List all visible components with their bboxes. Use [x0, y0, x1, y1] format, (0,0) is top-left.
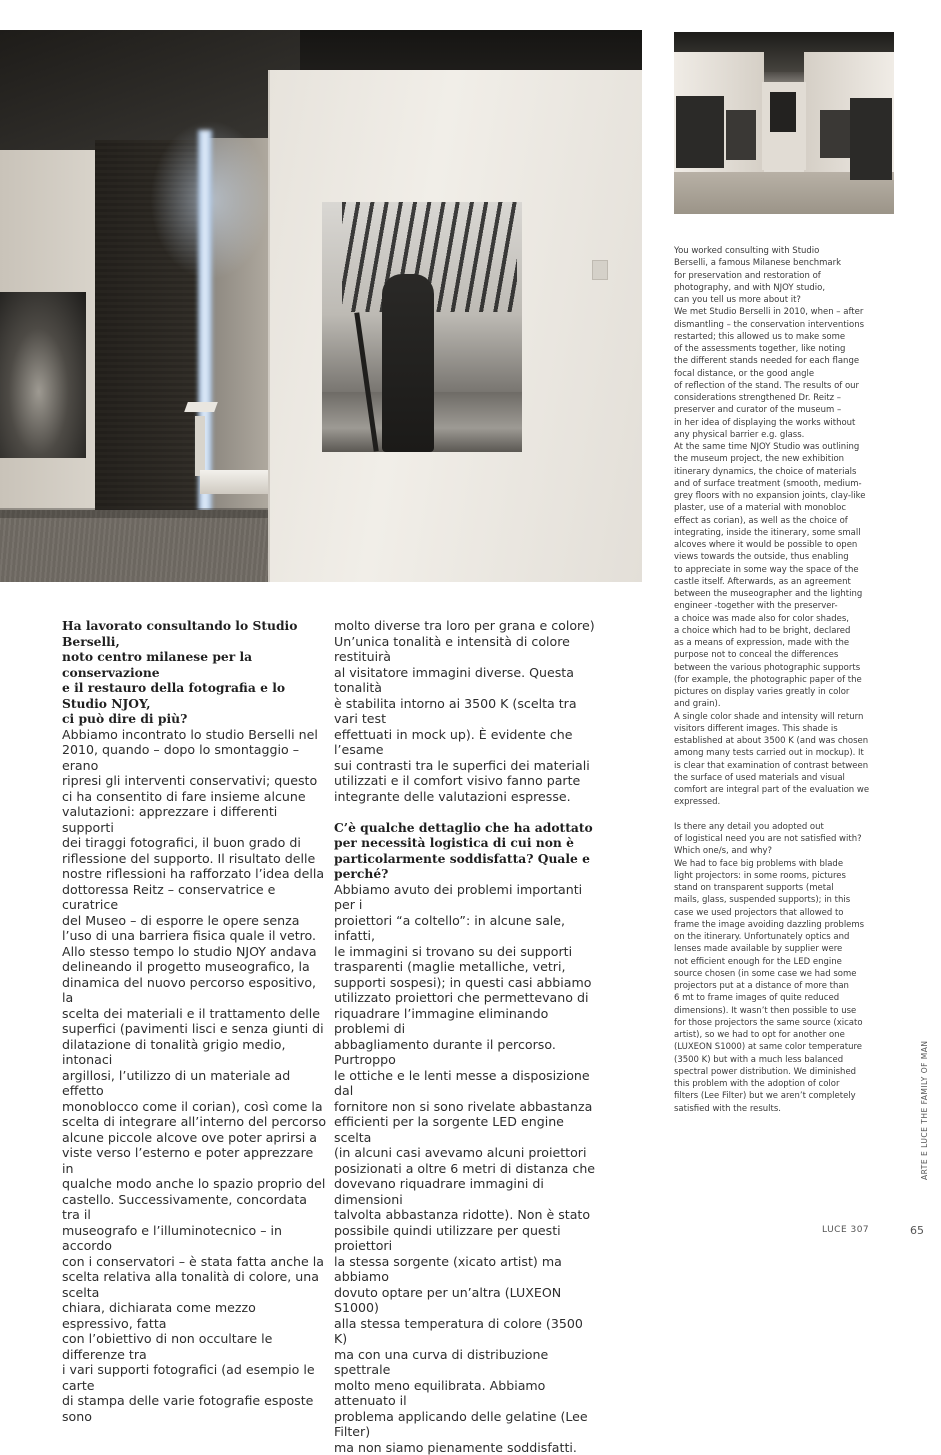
artwork-worker [382, 274, 434, 452]
text-line: among many tests carried out in mockup). It [674, 747, 876, 759]
text-line: possibile quindi utilizzare per questi proiettori [334, 1223, 596, 1254]
text-line: not efficient enough for the LED engine [674, 956, 876, 968]
text-line: Is there any detail you adopted out [674, 821, 876, 833]
text-line: castello. Successivamente, concordata tra il [62, 1192, 328, 1223]
text-line: We met Studio Berselli in 2010, when – after [674, 306, 876, 318]
text-line: del Museo – di esporre le opere senza [62, 913, 328, 929]
text-line: comfort are integral part of the evaluation we [674, 784, 876, 796]
text-line: l’uso di una barriera fisica quale il vetro. [62, 928, 328, 944]
section-side-note: ARTE E LUCE THE FAMILY OF MAN [920, 1040, 929, 1180]
text-line: pictures on display varies greatly in color [674, 686, 876, 698]
text-line: this problem with the adoption of color [674, 1078, 876, 1090]
text-line: integrante delle valutazioni espresse. [334, 789, 596, 805]
text-line: utilizzati e il comfort visivo fanno parte [334, 773, 596, 789]
question-line: per necessità logistica di cui non è [334, 835, 596, 851]
text-line: can you tell us more about it? [674, 294, 876, 306]
text-line: preserver and curator of the museum – [674, 404, 876, 416]
text-line: for those projectors the same source (xicato [674, 1017, 876, 1029]
text-line: scelta di integrare all’interno del percorso [62, 1114, 328, 1130]
text-line: alla stessa temperatura di colore (3500 K) [334, 1316, 596, 1347]
text-line: sui contrasti tra le superfici dei materiali [334, 758, 596, 774]
text-line: light projectors: in some rooms, pictures [674, 870, 876, 882]
text-line: (3500 K) but with a much less balanced [674, 1054, 876, 1066]
text-line: delineando il progetto museografico, la [62, 959, 328, 975]
text-line: is clear that examination of contrast between [674, 760, 876, 772]
magazine-issue-label: LUCE 307 [822, 1225, 869, 1235]
text-line: focal distance, or the good angle [674, 368, 876, 380]
text-line: molto meno equilibrata. Abbiamo attenuato il [334, 1378, 596, 1409]
text-line: dinamica del nuovo percorso espositivo, la [62, 975, 328, 1006]
text-line: established at about 3500 K (and was chosen [674, 735, 876, 747]
text-line: dovuto optare per un’altra (LUXEON S1000) [334, 1285, 596, 1316]
text-line: You worked consulting with Studio [674, 245, 876, 257]
text-line: itinerary dynamics, the choice of materials [674, 466, 876, 478]
text-line: museografo e l’illuminotecnico – in accordo [62, 1223, 328, 1254]
text-line: ma non siamo pienamente soddisfatti. [334, 1440, 596, 1455]
text-line: trasparenti (maglie metalliche, vetri, [334, 959, 596, 975]
text-line: photography, and with NJOY studio, [674, 282, 876, 294]
text-line: problema applicando delle gelatine (Lee Filter) [334, 1409, 596, 1440]
text-line: riflessione del supporto. Il risultato delle [62, 851, 328, 867]
text-line: and of surface treatment (smooth, medium- [674, 478, 876, 490]
text-line: Berselli, a famous Milanese benchmark [674, 257, 876, 269]
text-line: efficienti per la sorgente LED engine scelta [334, 1114, 596, 1145]
text-line: lenses made available by supplier were [674, 943, 876, 955]
text-line: considerations strengthened Dr. Reitz – [674, 392, 876, 404]
text-line: dei tiraggi fotografici, il buon grado di [62, 835, 328, 851]
text-line: scelta dei materiali e il trattamento delle [62, 1006, 328, 1022]
text-line: visitors different images. This shade is [674, 723, 876, 735]
text-line: posizionati a oltre 6 metri di distanza che [334, 1161, 596, 1177]
text-line: (for example, the photographic paper of the [674, 674, 876, 686]
text-line: dimensions). It wasn’t then possible to use [674, 1005, 876, 1017]
text-line: dismantling – the conservation interventions [674, 319, 876, 331]
text-line: restarted; this allowed us to make some [674, 331, 876, 343]
text-line: con l’obiettivo di non occultare le differenze tra [62, 1331, 328, 1362]
text-line: Which one/s, and why? [674, 845, 876, 857]
text-line: of logistical need you are not satisfied with? [674, 833, 876, 845]
text-line: chiara, dichiarata come mezzo espressivo, fatta [62, 1300, 328, 1331]
text-line: ripresi gli interventi conservativi; questo [62, 773, 328, 789]
text-line: the surface of used materials and visual [674, 772, 876, 784]
text-line: (in alcuni casi avevamo alcuni proiettori [334, 1145, 596, 1161]
text-line: artist), so we had to opt for another one [674, 1029, 876, 1041]
text-line: the different stands needed for each flange [674, 355, 876, 367]
text-line: le ottiche e le lenti messe a disposizione dal [334, 1068, 596, 1099]
text-line: dovevano riquadrare immagini di dimensioni [334, 1176, 596, 1207]
text-line: 2010, quando – dopo lo smontaggio – erano [62, 742, 328, 773]
text-line: scelta relativa alla tonalità di colore, una scelta [62, 1269, 328, 1300]
text-line: integrating, inside the itinerary, some small [674, 527, 876, 539]
corridor-artwork [676, 96, 724, 168]
text-line: valutazioni: apprezzare i differenti supporti [62, 804, 328, 835]
article-column-english [674, 245, 876, 1115]
text-line: con i conservatori – è stata fatta anche la [62, 1254, 328, 1270]
text-line: ma con una curva di distribuzione spettrale [334, 1347, 596, 1378]
text-line: alcoves where it would be possible to open [674, 539, 876, 551]
text-line: purpose not to conceal the differences [674, 649, 876, 661]
text-line: We had to face big problems with blade [674, 858, 876, 870]
text-line: plaster, use of a material with monobloc [674, 502, 876, 514]
corridor-artwork [726, 110, 756, 160]
text-line: Allo stesso tempo lo studio NJOY andava [62, 944, 328, 960]
question-line: particolarmente soddisfatta? Quale e perché? [334, 851, 596, 882]
text-line: ci ha consentito di fare insieme alcune [62, 789, 328, 805]
text-line: Un’unica tonalità e intensità di colore restituirà [334, 634, 596, 665]
text-line: between the various photographic supports [674, 662, 876, 674]
text-line: dottoressa Reitz – conservatrice e curatrice [62, 882, 328, 913]
text-line: projectors put at a distance of more than [674, 980, 876, 992]
text-line: alcune piccole alcove ove poter aprirsi a [62, 1130, 328, 1146]
text-line: in her idea of displaying the works without [674, 417, 876, 429]
text-line: stand on transparent supports (metal [674, 882, 876, 894]
photo-main-artwork [322, 202, 522, 452]
text-line: nostre riflessioni ha rafforzato l’idea della [62, 866, 328, 882]
text-line: di stampa delle varie fotografie esposte sono [62, 1393, 328, 1424]
text-line: effettuati in mock up). È evidente che l’esame [334, 727, 596, 758]
text-line: abbagliamento durante il percorso. Purtroppo [334, 1037, 596, 1068]
text-line: utilizzato proiettori che permettevano di [334, 990, 596, 1006]
text-line: 6 mt to frame images of quite reduced [674, 992, 876, 1004]
text-line: expressed. [674, 796, 876, 808]
text-line: satisfied with the results. [674, 1103, 876, 1115]
text-line: talvolta abbastanza ridotte). Non è stato [334, 1207, 596, 1223]
text-line: le immagini si trovano su dei supporti [334, 944, 596, 960]
text-line: spectral power distribution. We diminished [674, 1066, 876, 1078]
text-line: filters (Lee Filter) but we aren’t completely [674, 1090, 876, 1102]
text-line: for preservation and restoration of [674, 270, 876, 282]
photo-lamp-stem [195, 416, 205, 476]
text-line: At the same time NJOY Studio was outlining [674, 441, 876, 453]
text-line: A single color shade and intensity will return [674, 711, 876, 723]
text-line: Abbiamo avuto dei problemi importanti per i [334, 882, 596, 913]
text-line: Abbiamo incontrato lo studio Berselli nel [62, 727, 328, 743]
corridor-artwork [770, 92, 796, 132]
question-line: e il restauro della fotografia e lo Studio NJOY, [62, 680, 328, 711]
text-line: fornitore non si sono rivelate abbastanza [334, 1099, 596, 1115]
photo-left-artwork [0, 292, 86, 458]
question-line: noto centro milanese per la conservazione [62, 649, 328, 680]
text-line: effect as corian), as well as the choice of [674, 515, 876, 527]
text-line: of reflection of the stand. The results of our [674, 380, 876, 392]
text-line: grey floors with no expansion joints, clay-like [674, 490, 876, 502]
paragraph-gap [674, 809, 876, 821]
gallery-photo [0, 30, 642, 582]
text-line: case we used projectors that allowed to [674, 907, 876, 919]
text-line: argillosi, l’utilizzo di un materiale ad effetto [62, 1068, 328, 1099]
text-line: of the assessments together, like noting [674, 343, 876, 355]
text-line: è stabilita intorno ai 3500 K (scelta tra vari test [334, 696, 596, 727]
text-line: between the museographer and the lighting [674, 588, 876, 600]
photo-lamp-arm [184, 402, 218, 412]
text-line: a choice was made also for color shades, [674, 613, 876, 625]
text-line: source chosen (in some case we had some [674, 968, 876, 980]
text-line: viste verso l’esterno e poter apprezzare in [62, 1145, 328, 1176]
text-line: mails, glass, suspended supports); in this [674, 894, 876, 906]
text-line: any physical barrier e.g. glass. [674, 429, 876, 441]
text-line: riquadrare l’immagine eliminando problemi di [334, 1006, 596, 1037]
page-number: 65 [910, 1224, 924, 1237]
photo-wall-outlet [592, 260, 608, 280]
text-line: molto diverse tra loro per grana e colore) [334, 618, 596, 634]
text-line: engineer -together with the preserver- [674, 600, 876, 612]
article-column-middle [334, 618, 596, 1455]
text-line: monoblocco come il corian), così come la [62, 1099, 328, 1115]
corridor-artwork [850, 98, 892, 180]
text-line: proiettori “a coltello”: in alcune sale, infatti, [334, 913, 596, 944]
text-line: on the itinerary. Unfortunately optics and [674, 931, 876, 943]
corridor-photo [674, 32, 894, 214]
photo-bench [200, 470, 275, 494]
text-line: al visitatore immagini diverse. Questa tonalità [334, 665, 596, 696]
text-line: a choice which had to be bright, declared [674, 625, 876, 637]
text-line: castle itself. Afterwards, as an agreement [674, 576, 876, 588]
text-line: to appreciate in some way the space of the [674, 564, 876, 576]
text-line: dilatazione di tonalità grigio medio, intonaci [62, 1037, 328, 1068]
question-line: ci può dire di più? [62, 711, 328, 727]
text-line: i vari supporti fotografici (ad esempio le carte [62, 1362, 328, 1393]
text-line: frame the image avoiding dazzling problems [674, 919, 876, 931]
text-line: the museum project, the new exhibition [674, 453, 876, 465]
text-line: as a means of expression, made with the [674, 637, 876, 649]
text-line: la stessa sorgente (xicato artist) ma abbiamo [334, 1254, 596, 1285]
corridor-artwork [820, 110, 850, 158]
question-line: C’è qualche dettaglio che ha adottato [334, 820, 596, 836]
text-line: views towards the outside, thus enabling [674, 551, 876, 563]
question-line: Ha lavorato consultando lo Studio Berselli, [62, 618, 328, 649]
text-line: and grain). [674, 698, 876, 710]
text-line: qualche modo anche lo spazio proprio del [62, 1176, 328, 1192]
text-line: (LUXEON S1000) at same color temperature [674, 1041, 876, 1053]
text-line: supporti sospesi); in questi casi abbiamo [334, 975, 596, 991]
text-line: superfici (pavimenti lisci e senza giunti di [62, 1021, 328, 1037]
paragraph-gap [334, 804, 596, 820]
article-column-left [62, 618, 328, 1424]
